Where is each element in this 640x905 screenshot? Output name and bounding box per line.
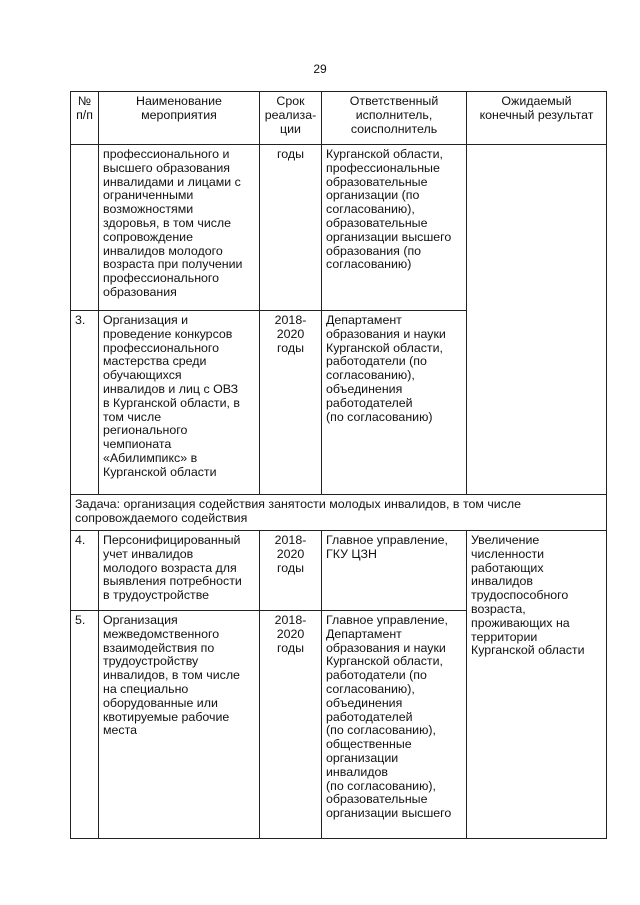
- measures-table: [70, 91, 607, 839]
- row-result-empty: [467, 145, 607, 495]
- row-name: Организация межведомственного взаимодействия по трудоустройству инвалидов, в том числе на специально оборудованные или квотируемые рабочие места: [99, 611, 260, 839]
- table-row: [71, 145, 607, 311]
- row-result: Увеличение численности работающих инвалидов трудоспособного возраста, проживающих на территории Курганской области: [467, 531, 607, 839]
- header-name: Наименование мероприятия: [99, 92, 260, 145]
- row-num: 5.: [71, 611, 99, 839]
- row-term: 2018- 2020 годы: [260, 611, 322, 839]
- header-term: Срок реализа- ции: [260, 92, 322, 145]
- row-name: Организация и проведение конкурсов профессионального мастерства среди обучающихся инвалидов и лиц с ОВЗ в Курганской области, в том числе регионального чемпионата «Абилимпикс» в Курганской области: [99, 311, 260, 495]
- header-num: № п/п: [71, 92, 99, 145]
- row-executor: Главное управление, Департамент образования и науки Курганской области, работодатели (по согласованию), объединения работодателей (по согласованию), общественные организации инвалидов (по согласованию), образовательные организации высшего: [322, 611, 467, 839]
- row-name: профессионального и высшего образования инвалидами и лицами с ограниченными возможностями здоровья, в том числе сопровождение инвалидов молодого возраста при получении профессионального образования: [99, 145, 260, 311]
- row-executor: Курганской области, профессиональные образовательные организации (по согласованию), образовательные организации высшего образования (по согласованию): [322, 145, 467, 311]
- task-text: Задача: организация содействия занятости молодых инвалидов, в том числе сопровождаемого содействия: [71, 495, 607, 531]
- row-term: 2018- 2020 годы: [260, 531, 322, 611]
- row-executor: Главное управление, ГКУ ЦЗН: [322, 531, 467, 611]
- row-name: Персонифицированный учет инвалидов молодого возраста для выявления потребности в трудоустройстве: [99, 531, 260, 611]
- header-result: Ожидаемый конечный результат: [467, 92, 607, 145]
- table-row: [71, 531, 607, 611]
- row-executor: Департамент образования и науки Курганской области, работодатели (по согласованию), объединения работодателей (по согласованию): [322, 311, 467, 495]
- row-term: годы: [260, 145, 322, 311]
- header-executor: Ответственный исполнитель, соисполнитель: [322, 92, 467, 145]
- row-term: 2018- 2020 годы: [260, 311, 322, 495]
- row-num: [71, 145, 99, 311]
- row-num: 4.: [71, 531, 99, 611]
- page-number: 29: [313, 62, 327, 76]
- table-header-row: [71, 92, 607, 145]
- task-row: [71, 495, 607, 531]
- row-num: 3.: [71, 311, 99, 495]
